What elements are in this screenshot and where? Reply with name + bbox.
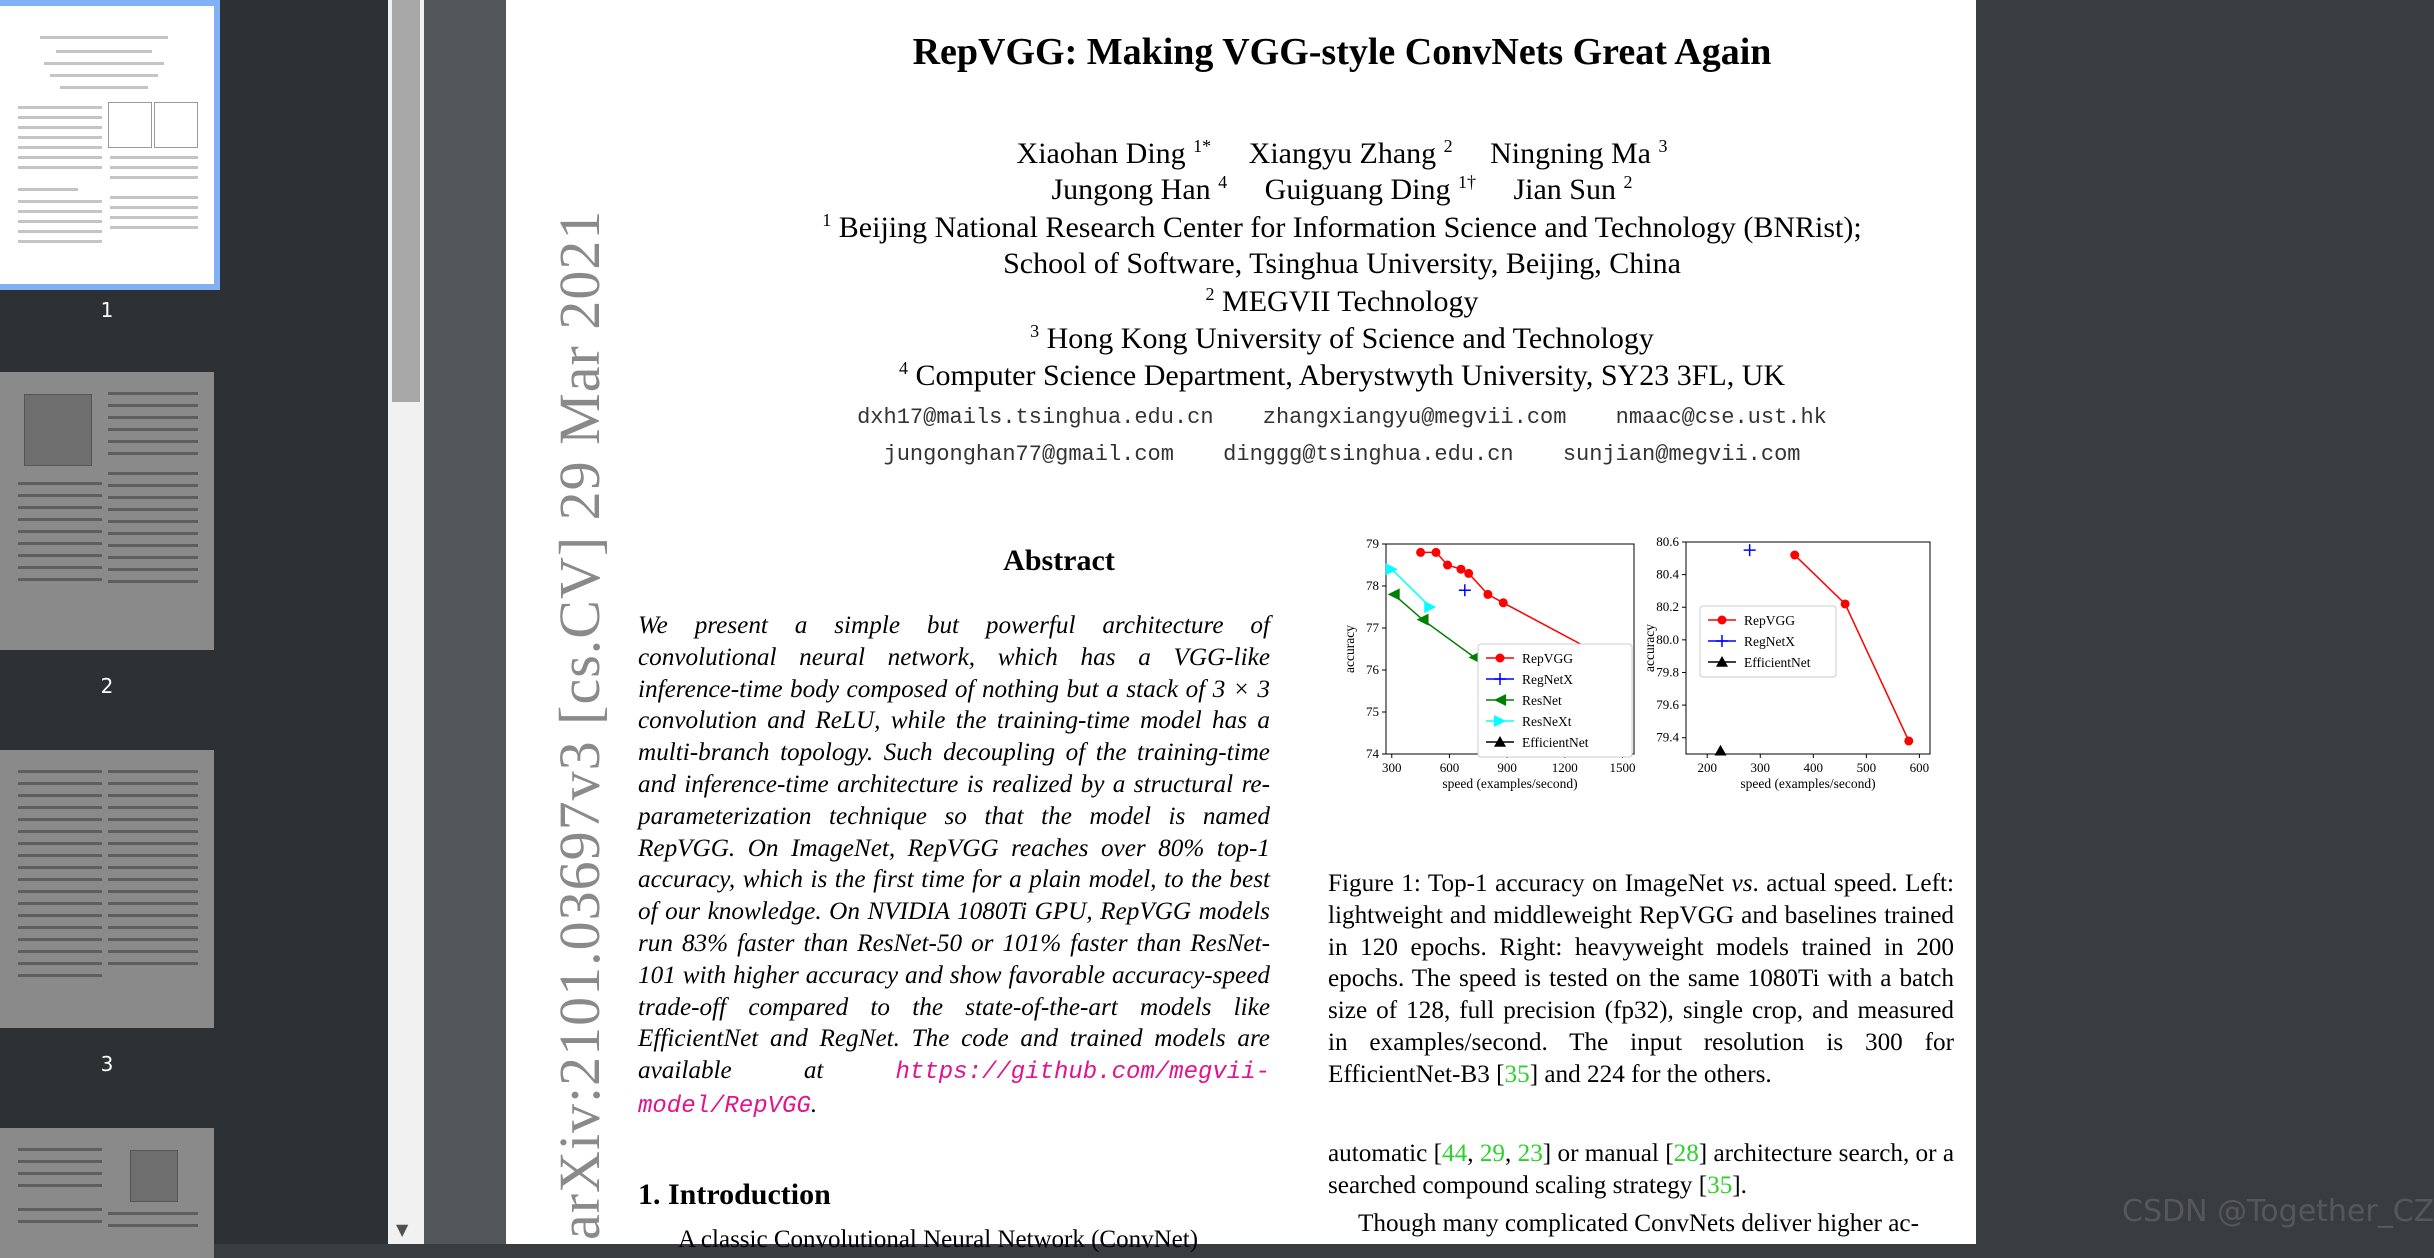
- viewer-background: [424, 0, 506, 1244]
- emails-line-1: [506, 405, 2178, 430]
- thumbnail-sidebar: [0, 0, 388, 1244]
- data-point-repvgg: [1499, 598, 1508, 607]
- page-thumbnail-3[interactable]: [0, 750, 214, 1028]
- abstract-text: We present a simple but powerful architecture of convolutional neural network, which has a VGG-like inference-time body composed of nothing but a stack of 3 × 3 convolution and ReLU, while the training-time model has a multi-branch topology. Such decoupling of the training-time and inference-time architecture is realized by a structural re-parameterization technique so that the model is named RepVGG. On ImageNet, RepVGG reaches over 80% top-1 accuracy, which is the first time for a plain model, to the best of our knowledge. On NVIDIA 1080Ti GPU, RepVGG models run 83% faster than ResNet-50 or 101% faster than ResNet-101 with higher accuracy and show favorable accuracy-speed trade-off compared to the state-of-the-art models like EfficientNet and RegNet. The code and trained models are available at https://github.com/megvii-model/RepVGG.: [638, 612, 1270, 1120]
- right-column-paragraph: automatic [44, 29, 23] or manual [28] architecture search, or a searched compound scaling strategy [35].: [1328, 1140, 1955, 1199]
- data-point-efficientnet: [1714, 745, 1726, 756]
- y-tick-label: 79.8: [1656, 664, 1679, 680]
- y-tick-label: 74: [1366, 746, 1379, 761]
- page-thumbnail-4[interactable]: [0, 1128, 214, 1258]
- author-name: Xiangyu Zhang: [1248, 137, 1437, 170]
- authors-line-2: [506, 172, 2178, 207]
- data-point-repvgg: [1904, 736, 1913, 745]
- affiliation-3: $^3$ Hong Kong University of Science and Technology: [1030, 321, 1654, 355]
- figure-1-caption: Figure 1: Top-1 accuracy on ImageNet vs. actual speed. Left: lightweight and middleweight RepVGG and baselines trained in 120 epochs. Right: heavyweight models trained in 200 epochs. The speed is tested on the same 1080Ti with a batch size of 128, full precision (fp32), single crop, and measured in examples/second. The input resolution is 300 for EfficientNet-B3 [35] and 224 for the others.: [1328, 870, 1954, 1088]
- legend-label: RepVGG: [1522, 651, 1573, 666]
- x-axis-label: speed (examples/second): [1740, 776, 1876, 791]
- document-page: [506, 0, 2434, 1253]
- y-tick-label: 79.6: [1656, 697, 1679, 713]
- figure-1-charts: [1328, 534, 1958, 864]
- x-tick-label: 200: [1697, 760, 1717, 775]
- introduction-first-line: A classic Convolutional Neural Network (ConvNet): [678, 1226, 1199, 1253]
- page-number-3: 3: [100, 1052, 114, 1076]
- data-point-repvgg: [1431, 548, 1440, 557]
- author-name: Guiguang Ding: [1264, 173, 1451, 206]
- legend-marker: [1718, 616, 1727, 625]
- y-tick-label: 79.4: [1656, 729, 1679, 745]
- legend-label: ResNeXt: [1522, 714, 1572, 729]
- email: nmaac@cse.ust.hk: [1615, 405, 1827, 430]
- author-affiliation: 1*: [1193, 136, 1212, 156]
- y-tick-label: 80.6: [1656, 534, 1679, 549]
- x-tick-label: 1200: [1551, 760, 1578, 775]
- csdn-watermark: CSDN @Together_CZ: [2122, 1194, 2434, 1229]
- email: dxh17@mails.tsinghua.edu.cn: [857, 405, 1214, 430]
- legend-label: RegNetX: [1744, 634, 1795, 649]
- legend-marker: [1496, 654, 1505, 663]
- author-affiliation: 3: [1658, 136, 1668, 156]
- series-line-resnet: [1394, 594, 1475, 657]
- data-point-repvgg: [1841, 599, 1850, 608]
- author-name: Jungong Han: [1051, 173, 1211, 206]
- x-tick-label: 900: [1497, 760, 1517, 775]
- y-axis-label: accuracy: [1342, 625, 1357, 673]
- y-tick-label: 80.4: [1656, 566, 1679, 582]
- data-point-repvgg: [1456, 565, 1465, 574]
- x-axis-label: speed (examples/second): [1442, 776, 1578, 791]
- email: sunjian@megvii.com: [1562, 442, 1801, 467]
- y-tick-label: 77: [1366, 620, 1379, 635]
- y-tick-label: 78: [1366, 578, 1379, 593]
- data-point-repvgg: [1790, 551, 1799, 560]
- x-tick-label: 300: [1382, 760, 1402, 775]
- y-tick-label: 79: [1366, 536, 1379, 551]
- right-column-next-line: Though many complicated ConvNets deliver higher ac-: [1358, 1210, 1919, 1237]
- author-affiliation: 2: [1623, 172, 1633, 192]
- x-tick-label: 500: [1856, 760, 1877, 775]
- y-tick-label: 75: [1366, 704, 1379, 719]
- author-affiliation: 4: [1218, 172, 1228, 192]
- legend-label: RegNetX: [1522, 672, 1573, 687]
- data-point-resnext: [1424, 601, 1436, 613]
- y-tick-label: 80.2: [1656, 599, 1679, 615]
- data-point-repvgg: [1443, 561, 1452, 570]
- abstract-heading: Abstract: [1003, 544, 1115, 577]
- citation-link[interactable]: 29: [1479, 1140, 1505, 1167]
- page-number-2: 2: [100, 674, 114, 698]
- page-number-1: 1: [100, 298, 114, 322]
- sidebar-scrollbar-thumb[interactable]: [392, 0, 420, 402]
- chart-left: [1342, 536, 1635, 791]
- author-affiliation: 1†: [1457, 172, 1476, 192]
- author-name: Ningning Ma: [1490, 137, 1651, 170]
- email: dinggg@tsinghua.edu.cn: [1223, 442, 1514, 467]
- page-thumbnail-1[interactable]: [0, 0, 220, 290]
- y-tick-label: 80.0: [1656, 631, 1679, 647]
- scroll-down-arrow-icon[interactable]: ▼: [396, 1220, 409, 1239]
- page-thumbnail-2[interactable]: [0, 372, 214, 650]
- x-tick-label: 600: [1909, 760, 1930, 775]
- citation-link[interactable]: 23: [1517, 1140, 1543, 1167]
- email: jungonghan77@gmail.com: [883, 442, 1174, 467]
- x-tick-label: 600: [1439, 760, 1460, 775]
- data-point-regnetx: [1744, 544, 1756, 556]
- author-affiliation: 2: [1443, 136, 1453, 156]
- affiliation-1: $^1$ Beijing National Research Center for Information Science and Technology (BNRist);: [822, 210, 1862, 244]
- citation-link[interactable]: 28: [1673, 1140, 1699, 1167]
- citation-link[interactable]: 44: [1442, 1140, 1468, 1167]
- x-tick-label: 400: [1803, 760, 1824, 775]
- data-point-repvgg: [1416, 548, 1425, 557]
- legend-label: EfficientNet: [1522, 735, 1589, 750]
- legend-label: ResNet: [1522, 693, 1562, 708]
- email: zhangxiangyu@megvii.com: [1262, 405, 1567, 430]
- data-point-regnetx: [1459, 584, 1471, 596]
- chart-right: [1642, 534, 1930, 791]
- code-link[interactable]: https://github.com/megvii-model/RepVGG: [638, 1059, 1270, 1120]
- y-axis-label: accuracy: [1642, 624, 1657, 672]
- legend-label: RepVGG: [1744, 613, 1795, 628]
- data-point-resnet: [1388, 588, 1400, 600]
- affiliation-4: $^4$ Computer Science Department, Aberystwyth University, SY23 3FL, UK: [898, 358, 1786, 392]
- legend-label: EfficientNet: [1744, 655, 1811, 670]
- x-tick-label: 1500: [1609, 760, 1636, 775]
- paper-title: RepVGG: Making VGG-style ConvNets Great Again: [912, 31, 1772, 73]
- affiliation-1b: School of Software, Tsinghua University, Beijing, China: [1003, 247, 1681, 280]
- arxiv-identifier: arXiv:2101.03697v3 [cs.CV] 29 Mar 2021: [547, 209, 612, 1240]
- affiliation-2: $^2$ MEGVII Technology: [1205, 284, 1479, 318]
- authors-line-1: [506, 136, 2178, 171]
- introduction-heading: 1. Introduction: [638, 1178, 831, 1211]
- data-point-repvgg: [1483, 590, 1492, 599]
- x-tick-label: 300: [1750, 760, 1771, 775]
- author-name: Jian Sun: [1513, 173, 1616, 206]
- author-name: Xiaohan Ding: [1016, 137, 1186, 170]
- data-point-repvgg: [1464, 569, 1473, 578]
- citation-link[interactable]: 35: [1707, 1171, 1733, 1199]
- citation-link[interactable]: 35: [1504, 1060, 1530, 1088]
- y-tick-label: 76: [1366, 662, 1379, 677]
- emails-line-2: [506, 442, 2178, 467]
